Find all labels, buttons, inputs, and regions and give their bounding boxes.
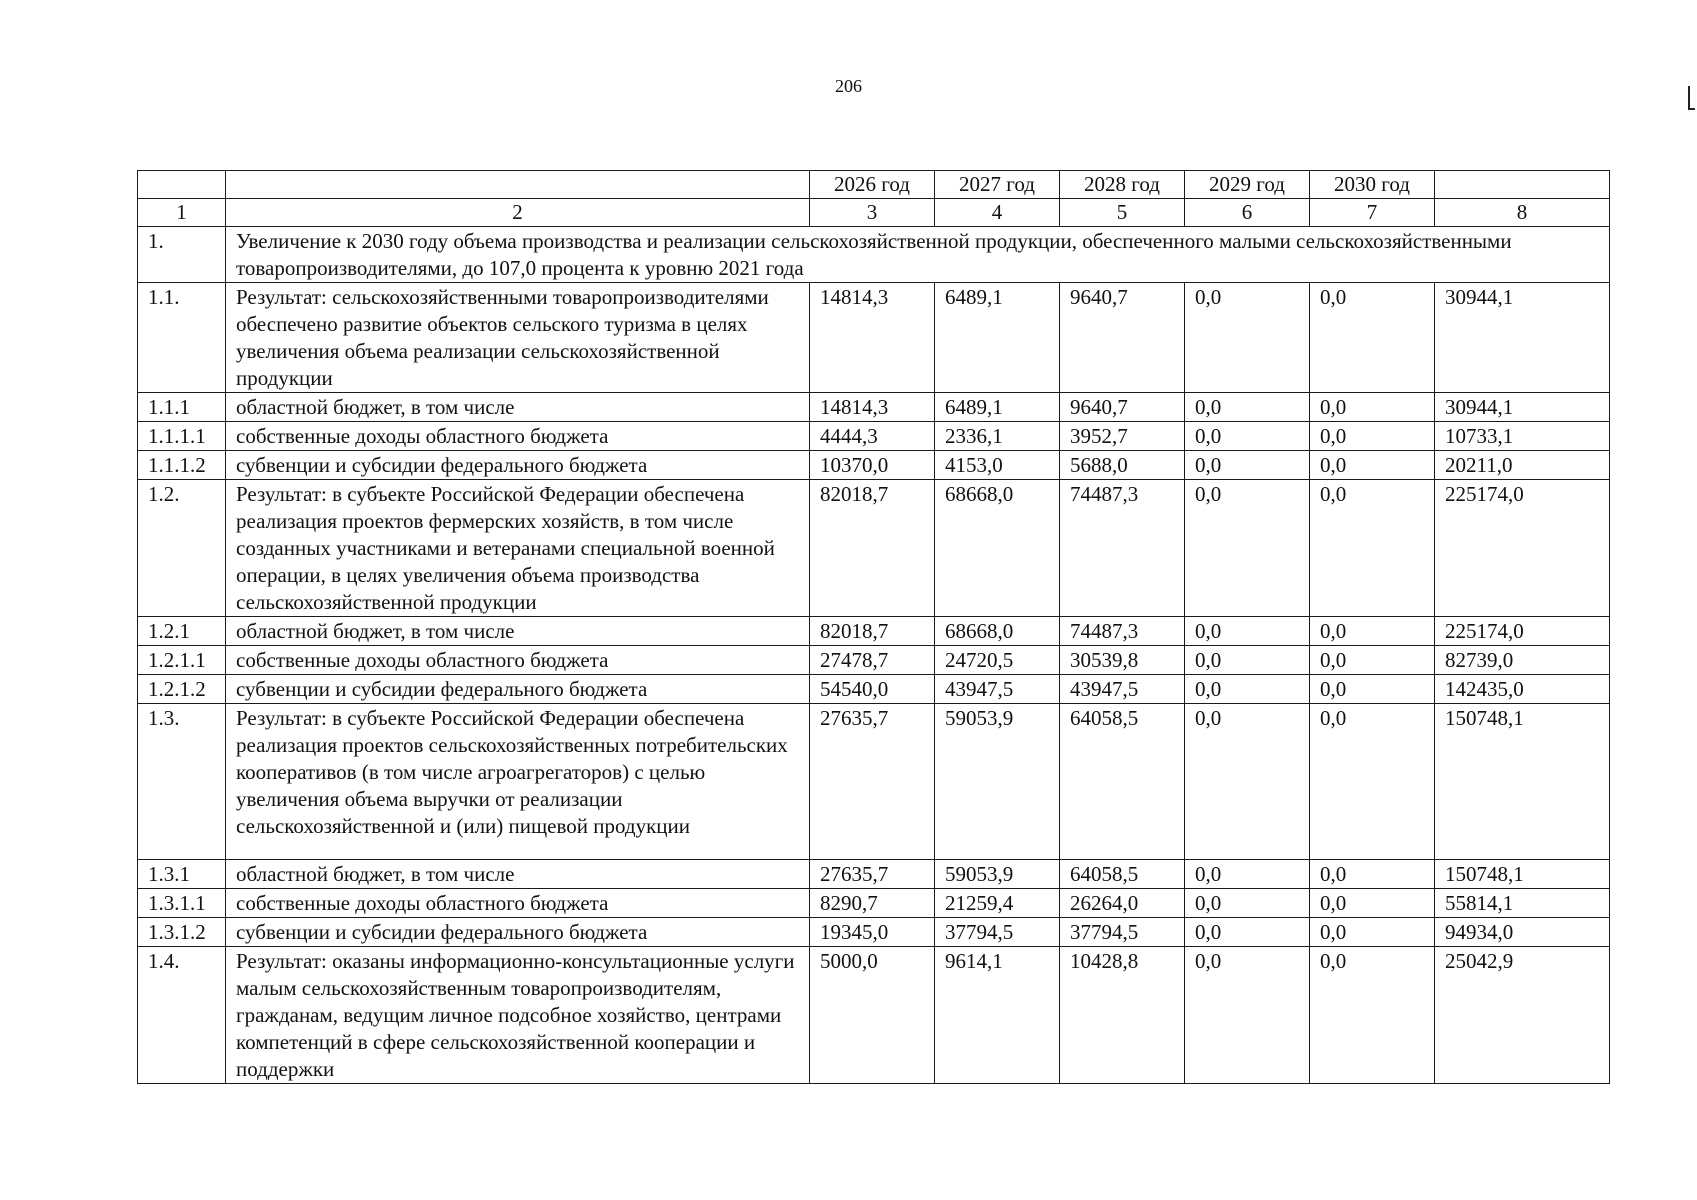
row-value-cell: 9614,1 (935, 947, 1060, 1084)
header-year-cell: 2029 год (1185, 171, 1310, 199)
row-description: собственные доходы областного бюджета (226, 889, 810, 918)
row-value-cell: 8290,7 (810, 889, 935, 918)
table-row (138, 283, 1610, 393)
row-value-cell: 20211,0 (1435, 451, 1610, 480)
row-value-cell: 64058,5 (1060, 860, 1185, 889)
row-value-cell: 64058,5 (1060, 704, 1185, 860)
scan-edge-mark (1688, 86, 1695, 110)
row-value-cell: 27635,7 (810, 704, 935, 860)
row-value-cell: 74487,3 (1060, 617, 1185, 646)
column-number-cell: 8 (1435, 199, 1610, 227)
row-value-cell: 5688,0 (1060, 451, 1185, 480)
row-value-cell: 0,0 (1310, 918, 1435, 947)
row-value-cell: 27635,7 (810, 860, 935, 889)
row-value-cell: 43947,5 (1060, 675, 1185, 704)
row-value-cell: 26264,0 (1060, 889, 1185, 918)
row-value-cell: 0,0 (1310, 889, 1435, 918)
row-value-cell: 55814,1 (1435, 889, 1610, 918)
row-value-cell: 4153,0 (935, 451, 1060, 480)
header-blank-cell (138, 171, 226, 199)
column-number-cell: 5 (1060, 199, 1185, 227)
row-description: областной бюджет, в том числе (226, 393, 810, 422)
row-description: Результат: оказаны информационно-консультационные услуги малым сельскохозяйственным товаропроизводителям, гражданам, ведущим личное подсобное хозяйство, центрами компетенций в сфере сельскохозяйственной кооперации и поддержки (226, 947, 810, 1084)
column-number-cell: 2 (226, 199, 810, 227)
row-value-cell: 30944,1 (1435, 393, 1610, 422)
section-title: Увеличение к 2030 году объема производства и реализации сельскохозяйственной продукции, обеспеченного малыми сельскохозяйственными товаропроизводителями, до 107,0 процента к уровню 2021 года (226, 227, 1610, 283)
row-value-cell: 225174,0 (1435, 480, 1610, 617)
row-value-cell: 2336,1 (935, 422, 1060, 451)
row-value-cell: 82018,7 (810, 480, 935, 617)
header-blank-cell (1435, 171, 1610, 199)
row-value-cell: 0,0 (1310, 422, 1435, 451)
row-value-cell: 9640,7 (1060, 283, 1185, 393)
budget-table (137, 170, 1610, 1084)
row-value-cell: 0,0 (1310, 646, 1435, 675)
row-value-cell: 43947,5 (935, 675, 1060, 704)
row-code: 1.2.1.1 (138, 646, 226, 675)
table-row (138, 422, 1610, 451)
row-value-cell: 27478,7 (810, 646, 935, 675)
row-value-cell: 0,0 (1310, 860, 1435, 889)
row-value-cell: 0,0 (1310, 704, 1435, 860)
column-number-cell: 4 (935, 199, 1060, 227)
row-value-cell: 59053,9 (935, 860, 1060, 889)
row-code: 1.1.1.2 (138, 451, 226, 480)
row-code: 1.1. (138, 283, 226, 393)
row-value-cell: 0,0 (1185, 617, 1310, 646)
row-value-cell: 54540,0 (810, 675, 935, 704)
table-row (138, 704, 1610, 860)
row-code: 1.3. (138, 704, 226, 860)
row-value-cell: 14814,3 (810, 393, 935, 422)
row-value-cell: 14814,3 (810, 283, 935, 393)
row-value-cell: 0,0 (1185, 918, 1310, 947)
header-year-cell: 2026 год (810, 171, 935, 199)
row-value-cell: 0,0 (1310, 283, 1435, 393)
row-value-cell: 0,0 (1310, 480, 1435, 617)
row-value-cell: 6489,1 (935, 393, 1060, 422)
row-code: 1.4. (138, 947, 226, 1084)
row-value-cell: 0,0 (1185, 393, 1310, 422)
row-description: субвенции и субсидии федерального бюджета (226, 918, 810, 947)
section-code: 1. (138, 227, 226, 283)
row-value-cell: 0,0 (1185, 704, 1310, 860)
row-code: 1.3.1.2 (138, 918, 226, 947)
row-description: субвенции и субсидии федерального бюджета (226, 675, 810, 704)
header-year-cell: 2027 год (935, 171, 1060, 199)
row-value-cell: 225174,0 (1435, 617, 1610, 646)
row-description: Результат: в субъекте Российской Федерации обеспечена реализация проектов фермерских хозяйств, в том числе созданных участниками и ветеранами специальной военной операции, в целях увеличения объема производства сельскохозяйственной продукции (226, 480, 810, 617)
row-value-cell: 0,0 (1310, 617, 1435, 646)
table-row (138, 451, 1610, 480)
row-value-cell: 10733,1 (1435, 422, 1610, 451)
header-blank-cell (226, 171, 810, 199)
header-year-cell: 2028 год (1060, 171, 1185, 199)
row-code: 1.3.1.1 (138, 889, 226, 918)
table-row (138, 646, 1610, 675)
row-value-cell: 0,0 (1185, 422, 1310, 451)
header-year-cell: 2030 год (1310, 171, 1435, 199)
row-value-cell: 82739,0 (1435, 646, 1610, 675)
row-code: 1.2. (138, 480, 226, 617)
row-value-cell: 30539,8 (1060, 646, 1185, 675)
table-row (138, 675, 1610, 704)
row-value-cell: 94934,0 (1435, 918, 1610, 947)
row-code: 1.2.1.2 (138, 675, 226, 704)
row-description: субвенции и субсидии федерального бюджета (226, 451, 810, 480)
row-value-cell: 0,0 (1185, 451, 1310, 480)
row-value-cell: 0,0 (1185, 283, 1310, 393)
table-row (138, 860, 1610, 889)
row-description: собственные доходы областного бюджета (226, 422, 810, 451)
row-description: Результат: в субъекте Российской Федерации обеспечена реализация проектов сельскохозяйственных потребительских кооперативов (в том числе агроагрегаторов) с целью увеличения объема выручки от реализации сельскохозяйственной и (или) пищевой продукции (226, 704, 810, 860)
row-value-cell: 10370,0 (810, 451, 935, 480)
row-value-cell: 82018,7 (810, 617, 935, 646)
row-value-cell: 0,0 (1310, 451, 1435, 480)
row-value-cell: 6489,1 (935, 283, 1060, 393)
row-description: областной бюджет, в том числе (226, 617, 810, 646)
row-description: собственные доходы областного бюджета (226, 646, 810, 675)
row-value-cell: 59053,9 (935, 704, 1060, 860)
row-value-cell: 3952,7 (1060, 422, 1185, 451)
table-row (138, 918, 1610, 947)
row-code: 1.3.1 (138, 860, 226, 889)
row-value-cell: 142435,0 (1435, 675, 1610, 704)
row-value-cell: 19345,0 (810, 918, 935, 947)
column-number-cell: 1 (138, 199, 226, 227)
header-years-row (138, 171, 1610, 199)
row-value-cell: 74487,3 (1060, 480, 1185, 617)
table-row (138, 393, 1610, 422)
row-value-cell: 37794,5 (1060, 918, 1185, 947)
row-code: 1.1.1 (138, 393, 226, 422)
row-value-cell: 150748,1 (1435, 860, 1610, 889)
row-code: 1.2.1 (138, 617, 226, 646)
row-value-cell: 150748,1 (1435, 704, 1610, 860)
section-row (138, 227, 1610, 283)
row-code: 1.1.1.1 (138, 422, 226, 451)
row-value-cell: 0,0 (1185, 860, 1310, 889)
page-number: 206 (835, 76, 862, 96)
row-value-cell: 25042,9 (1435, 947, 1610, 1084)
row-value-cell: 0,0 (1310, 675, 1435, 704)
column-number-cell: 7 (1310, 199, 1435, 227)
table-row (138, 947, 1610, 1084)
header-column-numbers-row (138, 199, 1610, 227)
row-value-cell: 5000,0 (810, 947, 935, 1084)
row-description: Результат: сельскохозяйственными товаропроизводителями обеспечено развитие объектов сельского туризма в целях увеличения объема реализации сельскохозяйственной продукции (226, 283, 810, 393)
row-value-cell: 68668,0 (935, 480, 1060, 617)
row-value-cell: 0,0 (1185, 947, 1310, 1084)
table-rows (138, 283, 1610, 1084)
row-description: областной бюджет, в том числе (226, 860, 810, 889)
row-value-cell: 10428,8 (1060, 947, 1185, 1084)
row-value-cell: 30944,1 (1435, 283, 1610, 393)
row-value-cell: 24720,5 (935, 646, 1060, 675)
row-value-cell: 0,0 (1310, 947, 1435, 1084)
column-number-cell: 3 (810, 199, 935, 227)
row-value-cell: 9640,7 (1060, 393, 1185, 422)
row-value-cell: 37794,5 (935, 918, 1060, 947)
row-value-cell: 0,0 (1185, 889, 1310, 918)
column-number-cell: 6 (1185, 199, 1310, 227)
row-value-cell: 68668,0 (935, 617, 1060, 646)
row-value-cell: 0,0 (1185, 646, 1310, 675)
table-row (138, 889, 1610, 918)
row-value-cell: 0,0 (1310, 393, 1435, 422)
row-value-cell: 4444,3 (810, 422, 935, 451)
table-row (138, 617, 1610, 646)
row-value-cell: 0,0 (1185, 480, 1310, 617)
row-value-cell: 21259,4 (935, 889, 1060, 918)
table-row (138, 480, 1610, 617)
row-value-cell: 0,0 (1185, 675, 1310, 704)
